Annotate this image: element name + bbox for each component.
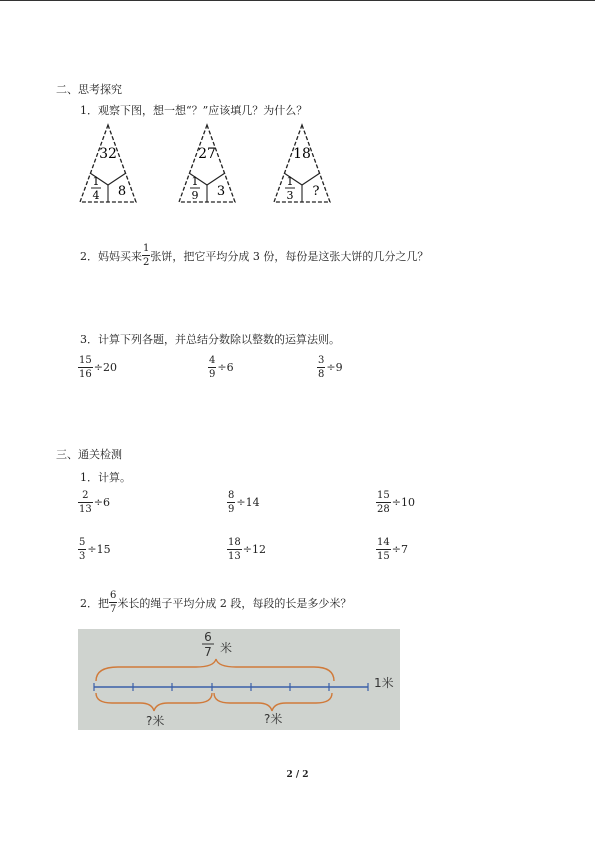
divisor: ÷6 bbox=[93, 496, 110, 509]
number-triangle-3 bbox=[272, 123, 332, 205]
fig-right-label: ?米 bbox=[264, 712, 283, 726]
num: 18 bbox=[228, 537, 241, 548]
expr-3-1-a bbox=[78, 490, 110, 515]
num: 15 bbox=[79, 355, 92, 366]
q2-fraction bbox=[142, 243, 150, 268]
q32-frac-den: 7 bbox=[110, 604, 117, 615]
q32-prefix: 2．把 bbox=[80, 596, 109, 610]
den: 16 bbox=[79, 369, 92, 380]
page-number: 2 / 2 bbox=[286, 770, 309, 780]
q2-frac-den: 2 bbox=[143, 257, 150, 268]
fig-top-unit: 米 bbox=[220, 641, 233, 655]
q32-fraction bbox=[109, 590, 117, 615]
fig-left-label: ?米 bbox=[146, 714, 165, 728]
tri1-right: 8 bbox=[117, 184, 127, 199]
top-rule bbox=[0, 0, 595, 1]
tri3-right: ? bbox=[312, 184, 320, 199]
q32-frac-num: 6 bbox=[110, 590, 117, 601]
q32-suffix: 米长的绳子平均分成 2 段，每段的长是多少米？ bbox=[117, 596, 352, 610]
num: 15 bbox=[377, 490, 390, 501]
den: 28 bbox=[377, 504, 390, 515]
question-3-1: 1．计算。 bbox=[80, 471, 131, 484]
section-heading-3: 三、通关检测 bbox=[56, 448, 122, 461]
divisor: ÷14 bbox=[236, 496, 260, 509]
tri3-den: 3 bbox=[286, 189, 294, 202]
num: 4 bbox=[209, 355, 216, 366]
divisor: ÷6 bbox=[217, 361, 234, 374]
tri2-num: 1 bbox=[191, 175, 199, 188]
question-3-2 bbox=[80, 590, 351, 615]
q2-prefix: 2．妈妈买来 bbox=[80, 249, 142, 263]
divisor: ÷20 bbox=[93, 361, 117, 374]
den: 9 bbox=[209, 369, 216, 380]
tri2-top: 27 bbox=[198, 146, 216, 162]
tri3-num: 1 bbox=[286, 175, 294, 188]
fig-end-label: 1米 bbox=[374, 676, 394, 690]
tri1-top: 32 bbox=[99, 146, 117, 162]
bottom-brace-left bbox=[96, 693, 212, 711]
number-triangle-2 bbox=[177, 123, 237, 205]
tri2-den: 9 bbox=[191, 189, 199, 202]
bottom-brace-right bbox=[214, 693, 332, 711]
expr-3-1-d bbox=[78, 537, 111, 562]
expr-3-1-c bbox=[376, 490, 415, 515]
expr-2-3-c bbox=[317, 355, 343, 380]
expr-3-1-b bbox=[227, 490, 260, 515]
den: 15 bbox=[377, 551, 390, 562]
question-2-2 bbox=[80, 243, 428, 268]
den: 9 bbox=[228, 504, 235, 515]
fig-top-den: 7 bbox=[204, 645, 212, 659]
tri1-num: 1 bbox=[92, 175, 100, 188]
divisor: ÷7 bbox=[391, 543, 408, 556]
question-2-3: 3．计算下列各题，并总结分数除以整数的运算法则。 bbox=[80, 333, 340, 346]
rope-diagram-photo bbox=[78, 629, 400, 730]
number-triangle-1 bbox=[78, 123, 138, 205]
tri1-den: 4 bbox=[92, 189, 100, 202]
q2-suffix: 张饼，把它平均分成 3 份，每份是这张大饼的几分之几？ bbox=[150, 249, 429, 263]
divisor: ÷15 bbox=[87, 543, 111, 556]
num: 14 bbox=[377, 537, 390, 548]
num: 3 bbox=[318, 355, 325, 366]
den: 8 bbox=[318, 369, 325, 380]
divisor: ÷9 bbox=[326, 361, 343, 374]
den: 13 bbox=[79, 504, 92, 515]
question-2-1: 1．观察下图，想一想“？”应该填几？为什么？ bbox=[80, 104, 308, 117]
expr-3-1-f bbox=[376, 537, 408, 562]
rope-diagram bbox=[78, 629, 400, 730]
top-brace bbox=[96, 659, 334, 681]
den: 13 bbox=[228, 551, 241, 562]
fig-top-num: 6 bbox=[204, 630, 212, 644]
expr-3-1-e bbox=[227, 537, 266, 562]
q2-frac-num: 1 bbox=[143, 243, 150, 254]
section-heading-2: 二、思考探究 bbox=[56, 83, 122, 96]
expr-2-3-b bbox=[208, 355, 234, 380]
expr-2-3-a bbox=[78, 355, 117, 380]
tri3-top: 18 bbox=[293, 146, 311, 162]
num: 8 bbox=[228, 490, 235, 501]
divisor: ÷10 bbox=[391, 496, 415, 509]
divisor: ÷12 bbox=[242, 543, 266, 556]
num: 2 bbox=[82, 490, 89, 501]
den: 3 bbox=[79, 551, 86, 562]
tri2-right: 3 bbox=[216, 184, 226, 199]
num: 5 bbox=[79, 537, 86, 548]
